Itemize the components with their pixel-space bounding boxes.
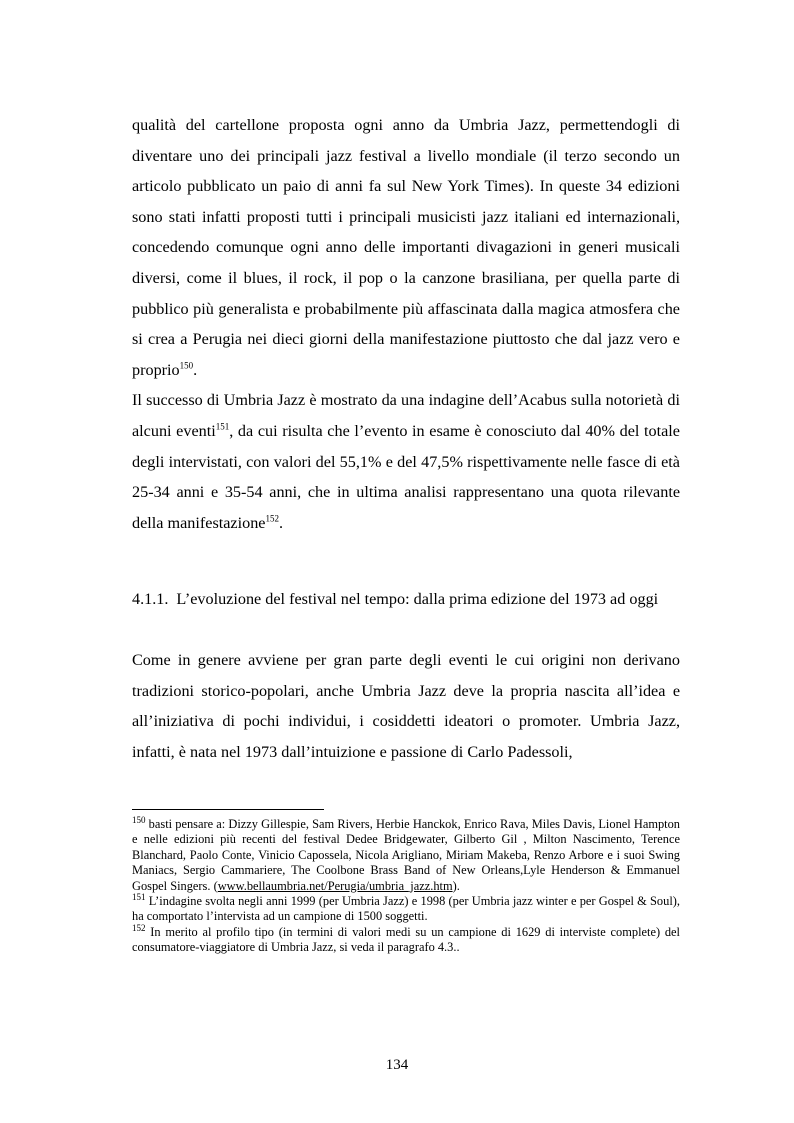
- footnote-text: basti pensare a: Dizzy Gillespie, Sam Rivers, Herbie Hanckok, Enrico Rava, Miles Davis, Lionel Hampton e nelle edizioni più recenti del festival Dedee Bridgewater, Gilberto Gil , Milton Nascimento, Terence Blanchard, Paolo Conte, Vinicio Capossela, Nicola Arigliano, Miriam Makeba, Renzo Arbore e i suoi Swing Maniacs, Sergio Cammariere, The Coolbone Brass Band of New Orleans,Lyle Henderson & Emmanuel Gospel Singers. (: [132, 817, 680, 893]
- footnote-number: 151: [132, 891, 146, 902]
- footnote-ref-150[interactable]: 150: [179, 360, 194, 371]
- footnote-number: 152: [132, 922, 146, 933]
- footnote-text: In merito al profilo tipo (in termini di valori medi su un campione di 1629 di interviste complete) del consumatore-viaggiatore di Umbria Jazz, si veda il paragrafo 4.3..: [132, 924, 680, 955]
- page-number: 134: [385, 1057, 409, 1073]
- footnote-number: 150: [132, 814, 146, 825]
- footnote-151: [132, 891, 680, 925]
- paragraph-3: [132, 645, 680, 767]
- footnote-152: [132, 922, 680, 956]
- section-heading: [132, 584, 680, 615]
- section-title: L’evoluzione del festival nel tempo: dalla prima edizione del 1973 ad oggi: [176, 590, 659, 609]
- paragraph-1-tail: .: [193, 360, 198, 379]
- paragraph-3-text: Come in genere avviene per gran parte degli eventi le cui origini non derivano tradizioni storico-popolari, anche Umbria Jazz deve la propria nascita all’idea e all’iniziativa di pochi individui, i cosiddetti ideatori o promoter. Umbria Jazz, infatti, è nata nel 1973 dall’intuizione e passione di Carlo Padessoli,: [132, 650, 680, 761]
- footnote-ref-152[interactable]: 152: [265, 513, 279, 524]
- paragraph-2-tail: .: [278, 513, 284, 532]
- footnote-150: [132, 814, 680, 894]
- paragraph-2-text-a: Il successo di Umbria Jazz è mostrato da una indagine dell’Acabus sulla notorietà di alcuni eventi: [132, 391, 680, 440]
- section-number: 4.1.1.: [132, 590, 169, 609]
- footnote-tail: ).: [452, 878, 460, 893]
- paragraph-1: [132, 110, 680, 385]
- footnote-ref-151[interactable]: 151: [215, 421, 230, 432]
- page-body: [132, 110, 680, 767]
- footnote-separator: [132, 809, 324, 810]
- paragraph-2: [132, 385, 680, 538]
- footnotes: [132, 814, 680, 956]
- paragraph-1-text: qualità del cartellone proposta ogni anno da Umbria Jazz, permettendogli di diventare uno dei principali jazz festival a livello mondiale (il terzo secondo un articolo pubblicato un paio di anni fa sul New York Times). In queste 34 edizioni sono stati infatti proposti tutti i principali musicisti jazz italiani ed internazionali, concedendo comunque ogni anno delle importanti divagazioni in generi musicali diversi, come il blues, il rock, il pop o la canzone brasiliana, per quella parte di pubblico più generalista e probabilmente più affascinata dalla magica atmosfera che si crea a Perugia nei dieci giorni della manifestazione piuttosto che dal jazz vero e proprio: [132, 116, 680, 379]
- footnote-link[interactable]: www.bellaumbria.net/Perugia/umbria_jazz.htm: [217, 878, 453, 893]
- paragraph-2-text-b: , da cui risulta che l’evento in esame è conosciuto dal 40% del totale degli intervistati, con valori del 55,1% e del 47,5% rispettivamente nelle fasce di età 25-34 anni e 35-54 anni, che in ultima analisi rappresentano una quota rilevante della manifestazione: [132, 421, 680, 532]
- footnote-text: L’indagine svolta negli anni 1999 (per Umbria Jazz) e 1998 (per Umbria jazz winter e per Gospel & Soul), ha comportato l’intervista ad un campione di 1500 soggetti.: [132, 894, 680, 924]
